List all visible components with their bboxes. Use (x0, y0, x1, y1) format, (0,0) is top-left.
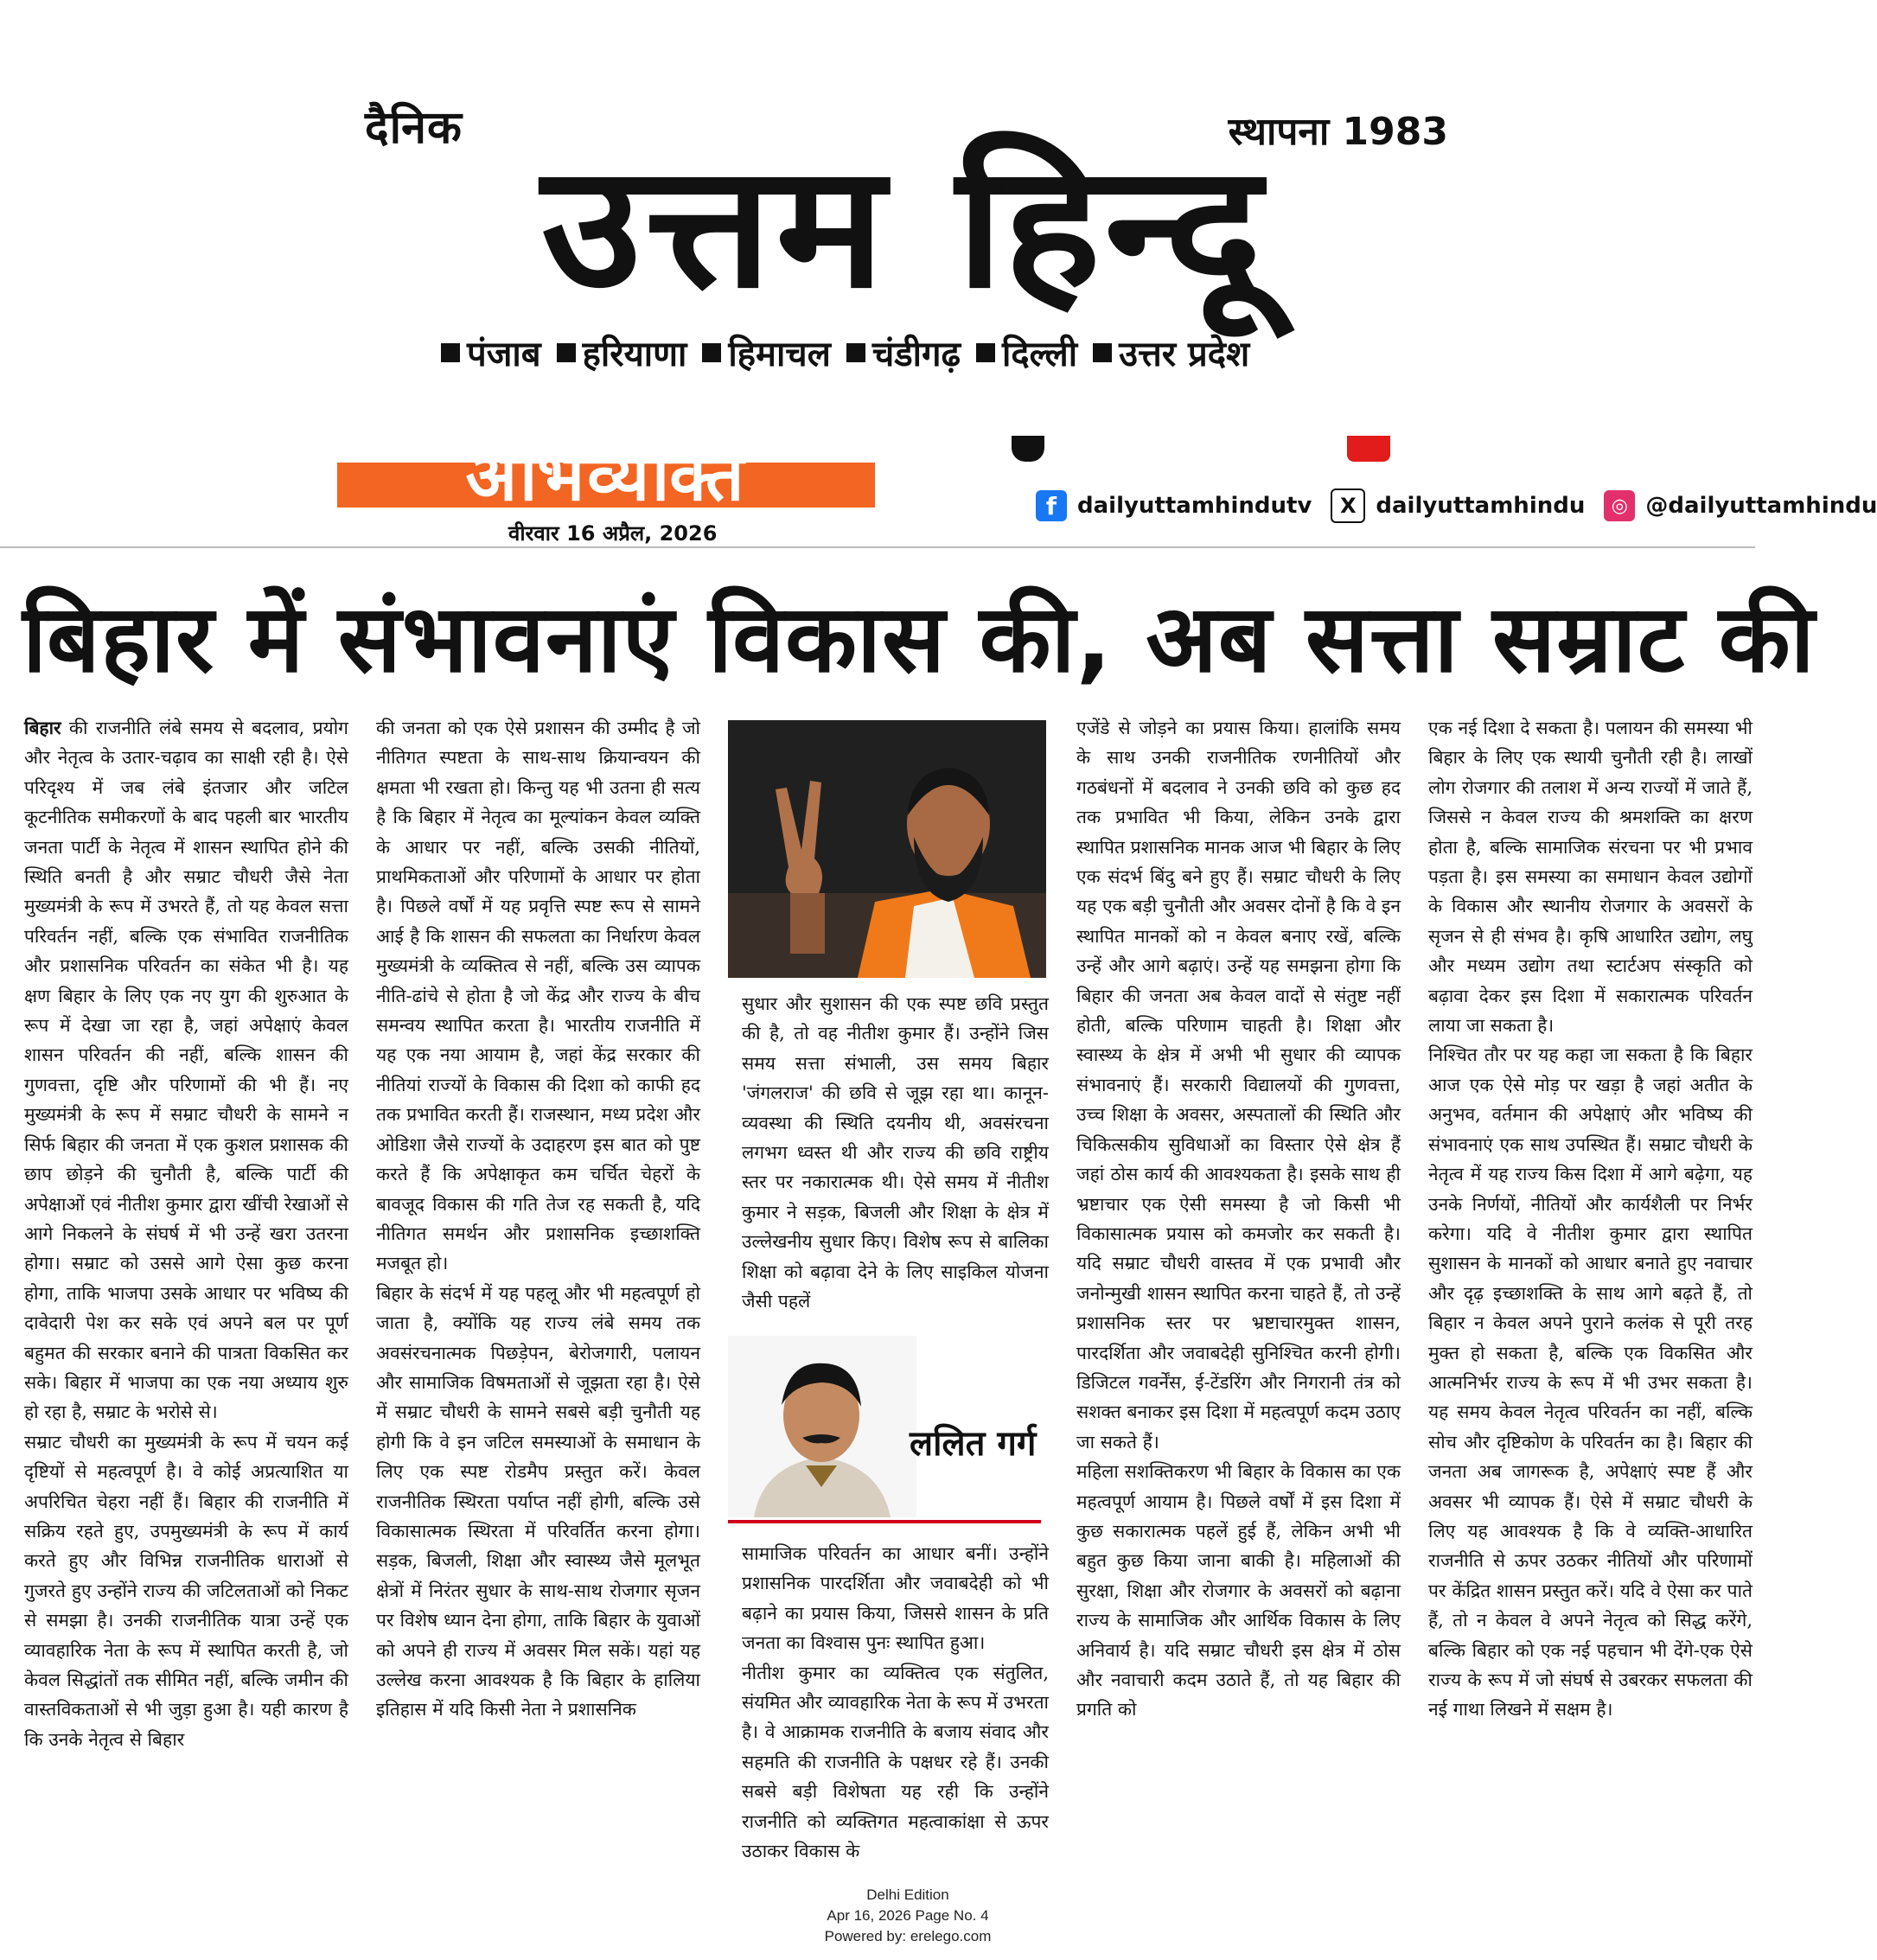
state-item: पंजाब (441, 329, 541, 376)
masthead-prefix: दैनिक (365, 102, 463, 154)
state-item: दिल्ली (976, 329, 1077, 376)
paragraph: एजेंडे से जोड़ने का प्रयास किया। हालांकि समय के साथ उनकी राजनीतिक रणनीतियों और गठबंधनों में बदलाव ने उनकी छवि को कुछ हद तक प्रभावित भी किया, लेकिन उनके द्वारा स्थापित प्रशासनिक मानक आज भी बिहार के लिए एक संदर्भ बिंदु बने हुए हैं। सम्राट चौधरी के लिए यह एक बड़ी चुनौती और अवसर दोनों है कि वे इन स्थापित मानकों को न केवल बनाए रखें, बल्कि उन्हें और आगे बढ़ाएं। उन्हें यह समझना होगा कि बिहार की जनता अब केवल वादों से संतुष्ट नहीं होती, बल्कि परिणाम चाहती है। शिक्षा और स्वास्थ्य के क्षेत्र में अभी भी सुधार की व्यापक संभावनाएं हैं। सरकारी विद्यालयों की गुणवत्ता, उच्च शिक्षा के अवसर, अस्पतालों की स्थिति और चिकित्सकीय सुविधाओं का विस्तार ऐसे क्षेत्र हैं जहां ठोस कार्य की आवश्यकता है। इसके साथ ही भ्रष्टाचार एक ऐसी समस्या है जो किसी भी विकासात्मक प्रयास को कमजोर कर सकती है। यदि सम्राट चौधरी वास्तव में एक प्रभावी और जनोन्मुखी शासन स्थापित करना चाहते हैं, तो उन्हें प्रशासनिक स्तर पर भ्रष्टाचारमुक्त शासन, पारदर्शिता और जवाबदेही सुनिश्चित करनी होगी। डिजिटल गवर्नेंस, ई-टेंडरिंग और निगरानी तंत्र को सशक्त बनाकर इस दिशा में महत्वपूर्ण कदम उठाए जा सकते हैं। (1076, 718, 1401, 1452)
paragraph: की जनता को एक ऐसे प्रशासन की उम्मीद है जो नीतिगत स्पष्टता के साथ-साथ क्रियान्वयन की क्षमता भी रखता हो। किन्तु यह भी उतना ही सत्य है कि बिहार में नेतृत्व का मूल्यांकन केवल व्यक्ति के आधार पर नहीं, बल्कि उसकी नीतियों, प्राथमिकताओं और परिणामों के आधार पर होता है। पिछले वर्षों में यह प्रवृत्ति स्पष्ट रूप से सामने आई है कि शासन की सफलता का निर्धारण केवल मुख्यमंत्री के व्यक्तित्व से नहीं, बल्कि उस व्यापक नीति-ढांचे से होता है जो केंद्र और राज्य के बीच समन्वय स्थापित करता है। भारतीय राजनीति में यह एक नया आयाम है, जहां केंद्र सरकार की नीतियां राज्यों के विकास की दिशा को काफी हद तक प्रभावित करती हैं। राजस्थान, मध्य प्रदेश और ओडिशा जैसे राज्यों के उदाहरण इस बात को पुष्ट करते हैं कि अपेक्षाकृत कम चर्चित चेहरों के बावजूद विकास की गति तेज रह सकती है, यदि नीतिगत समर्थन और प्रशासनिक इच्छाशक्ति मजबूत हो। (376, 718, 700, 1274)
paragraph: सम्राट चौधरी का मुख्यमंत्री के रूप में चयन कई दृष्टियों से महत्वपूर्ण है। वे कोई अप्रत्याशित या अपरिचित चेहरा नहीं हैं। बिहार की राजनीति में सक्रिय रहते हुए, उपमुख्यमंत्री के रूप में कार्य करते हुए और विभिन्न राजनीतिक धाराओं से गुजरते हुए उन्होंने राज्य की जटिलताओं को निकट से समझा है। उनकी राजनीतिक यात्रा उन्हें एक व्यावहारिक नेता के रूप में स्थापित करती है, जो केवल सिद्धांतों तक सीमित नहीं, बल्कि जमीन की वास्तविकताओं से भी जुड़ा हुआ है। यही कारण है कि उनके नेतृत्व से बिहार (24, 1431, 348, 1750)
paragraph: एक नई दिशा दे सकता है। पलायन की समस्या भी बिहार के लिए एक स्थायी चुनौती रही है। लाखों लोग रोजगार की तलाश में अन्य राज्यों में जाते हैं, जिससे न केवल राज्य की श्रमशक्ति का क्षरण होता है, बल्कि सामाजिक संरचना पर भी प्रभाव पड़ता है। इस समस्या का समाधान केवल उद्योगों के विकास और स्थानीय रोजगार के अवसरों के सृजन से ही संभव है। कृषि आधारित उद्योग, लघु और मध्यम उद्योग तथा स्टार्टअप संस्कृति को बढ़ावा देकर इस दिशा में सकारात्मक परिवर्तन लाया जा सकता है। (1428, 718, 1753, 1037)
x-handle[interactable]: dailyuttamhindu (1376, 493, 1586, 519)
paragraph: बिहार की राजनीति लंबे समय से बदलाव, प्रयोग और नेतृत्व के उतार-चढ़ाव का साक्षी रही है। ऐसे परिदृश्य में जब लंबे इंतजार और जटिल कूटनीतिक समीकरणों के बाद पहली बार भारतीय जनता पार्टी के नेतृत्व में शासन स्थापित होने की स्थिति बनती है और सम्राट चौधरी जैसे नेता मुख्यमंत्री के रूप में उभरते हैं, तो यह केवल सत्ता परिवर्तन नहीं, बल्कि एक संभावित राजनीतिक और प्रशासनिक परिवर्तन का संकेत भी है। यह क्षण बिहार के लिए एक नए युग की शुरुआत के रूप में देखा जा रहा है, जहां अपेक्षाएं केवल शासन परिवर्तन की नहीं, बल्कि शासन की गुणवत्ता, दृष्टि और परिणामों की भी हैं। नए मुख्यमंत्री के रूप में सम्राट चौधरी के सामने न सिर्फ बिहार की जनता में एक कुशल प्रशासक की छाप छोड़ने की चुनौती है, बल्कि पार्टी की अपेक्षाओं एवं नीतीश कुमार द्वारा खींची रेखाओं से आगे निकलने के संघर्ष में भी उन्हें खरा उतरना होगा। सम्राट को उससे आगे ऐसा कुछ करना होगा, ताकि भाजपा उसके आधार पर भविष्य की दावेदारी पेश कर सके एवं अपने बल पर पूर्ण बहुमत की सरकार बनाने की पात्रता विकसित कर सके। बिहार में भाजपा का एक नया अध्याय शुरु हो रहा है, सम्राट के भरोसे से। (24, 718, 348, 1423)
article-column-5 (1428, 713, 1753, 1725)
youtube-icon (1347, 436, 1390, 462)
author-name: ललित गर्ग (910, 1424, 1037, 1464)
article-column-3-bottom (742, 1539, 1049, 1866)
paragraph: सामाजिक परिवर्तन का आधार बनीं। उन्होंने प्रशासनिक पारदर्शिता और जवाबदेही को भी बढ़ाने का प्रयास किया, जिससे शासन के प्रति जनता का विश्वास पुनः स्थापित हुआ। (742, 1543, 1049, 1654)
paragraph: सुधार और सुशासन की एक स्पष्ट छवि प्रस्तुत की है, तो वह नीतीश कुमार हैं। उन्होंने जिस समय सत्ता संभाली, उस समय बिहार 'जंगलराज' की छवि से जूझ रहा था। कानून-व्यवस्था की स्थिति दयनीय थी, अवसंरचना लगभग ध्वस्त थी और राज्य की छवि राष्ट्रीय स्तर पर नकारात्मक थी। ऐसे समय में नीतीश कुमार ने सड़क, बिजली और शिक्षा के क्षेत्र में उल्लेखनीय सुधार किए। विशेष रूप से बालिका शिक्षा को बढ़ावा देने के लिए साइकिल योजना जैसी पहलें (742, 993, 1049, 1312)
paragraph: महिला सशक्तिकरण भी बिहार के विकास का एक महत्वपूर्ण आयाम है। पिछले वर्षों में इस दिशा में कुछ सकारात्मक पहलें हुई हैं, लेकिन अभी भी बहुत कुछ किया जाना बाकी है। महिलाओं की सुरक्षा, शिक्षा और रोजगार के अवसरों को बढ़ाना राज्य के सामाजिक और आर्थिक विकास के लिए अनिवार्य है। यदि सम्राट चौधरी इस क्षेत्र में ठोस और नवाचारी कदम उठाते हैं, तो यह बिहार की प्रगति को (1076, 1461, 1401, 1721)
politician-photo-illustration (728, 720, 1046, 978)
paragraph: नीतीश कुमार का व्यक्तित्व एक संतुलित, संयमित और व्यावहारिक नेता के रूप में उभरता है। वे आक्रामक राजनीति के बजाय संवाद और सहमति की राजनीति के पक्षधर रहे हैं। उनकी सबसे बड़ी विशेषता यह रही कि उन्होंने राजनीति को व्यक्तिगत महत्वाकांक्षा से ऊपर उठाकर विकास के (742, 1662, 1049, 1862)
lead-word: बिहार (24, 718, 61, 738)
paragraph: बिहार के संदर्भ में यह पहलू और भी महत्वपूर्ण हो जाता है, क्योंकि यह राज्य लंबे समय तक अवसंरचनात्मक पिछड़ेपन, बेरोजगारी, पलायन और सामाजिक विषमताओं से जूझता रहा है। ऐसे में सम्राट चौधरी के सामने सबसे बड़ी चुनौती यह होगी कि वे इन जटिल समस्याओं के समाधान के लिए एक स्पष्ट रोडमैप प्रस्तुत करें। केवल राजनीतिक स्थिरता पर्याप्त नहीं होगी, बल्कि उसे विकासात्मक स्थिरता में परिवर्तित करना होगा। सड़क, बिजली, शिक्षा और स्वास्थ्य जैसे मूलभूत क्षेत्रों में निरंतर सुधार के साथ-साथ रोजगार सृजन पर विशेष ध्यान देना होगा, ताकि बिहार के युवाओं को अपने ही राज्य में अवसर मिल सकें। यहां यह उल्लेख करना आवश्यक है कि बिहार के हालिया इतिहास में यदि किसी नेता ने प्रशासनिक (376, 1282, 700, 1721)
article-headline: बिहार में संभावनाएं विकास की, अब सत्ता सम्राट की (22, 585, 1816, 693)
square-bullet-icon (1093, 343, 1112, 362)
square-bullet-icon (976, 343, 995, 362)
article-column-1 (24, 713, 348, 1754)
newspaper-title: उत्तम हिन्दू (541, 129, 1266, 326)
state-item: चंडीगढ़ (846, 329, 961, 376)
state-item: हिमाचल (702, 329, 830, 376)
state-list (441, 329, 1249, 376)
edition-date: वीरवार 16 अप्रैल, 2026 (508, 521, 718, 546)
instagram-handle[interactable]: @dailyuttamhindu (1645, 493, 1877, 519)
state-item: हरियाणा (557, 329, 687, 376)
footer-date-page: Apr 16, 2026 Page No. 4 (827, 1907, 989, 1924)
footer-edition: Delhi Edition (866, 1887, 949, 1903)
masthead (320, 95, 1487, 380)
section-banner (337, 438, 875, 516)
paragraph: निश्चित तौर पर यह कहा जा सकता है कि बिहार आज एक ऐसे मोड़ पर खड़ा है जहां अतीत के अनुभव, वर्तमान की अपेक्षाएं और भविष्य की संभावनाएं एक साथ उपस्थित हैं। सम्राट चौधरी के नेतृत्व में यह राज्य किस दिशा में आगे बढ़ेगा, यह उनके निर्णयों, नीतियों और कार्यशैली पर निर्भर करेगा। यदि वे नीतीश कुमार द्वारा स्थापित सुशासन के मानकों को आधार बनाते हुए नवाचार और दृढ़ इच्छाशक्ति के साथ आगे बढ़ते हैं, तो बिहार न केवल अपने पुराने कलंक से पूरी तरह मुक्त हो सकता है, बल्कि एक विकसित और आत्मनिर्भर राज्य के रूप में भी उभर सकता है। यह समय केवल नेतृत्व परिवर्तन का नहीं, बल्कि सोच और दृष्टिकोण के परिवर्तन का है। बिहार की जनता अब जागरूक है, अपेक्षाएं स्पष्ट हैं और अवसर भी व्यापक हैं। ऐसे में सम्राट चौधरी के लिए यह आवश्यक है कि वे व्यक्ति-आधारित राजनीति से ऊपर उठकर नीतियों और परिणामों पर केंद्रित शासन प्रस्तुत करें। यदि वे ऐसा कर पाते हैं, तो न केवल वे अपने नेतृत्व को सिद्ध करेंगे, बल्कि बिहार को एक नई पहचान भी देंगे-एक ऐसे राज्य के रूप में जो संघर्ष से उबरकर सफलता की नई गाथा लिखने में सक्षम है। (1428, 1044, 1753, 1721)
established-year: स्थापना 1983 (1228, 110, 1448, 154)
author-photo (728, 1336, 916, 1517)
facebook-icon: f (1036, 490, 1067, 521)
section-label: अभिव्यक्ति (465, 438, 747, 516)
cropped-icons (1012, 436, 1395, 462)
article-column-3-top (742, 989, 1049, 1316)
square-bullet-icon (846, 343, 865, 362)
square-bullet-icon (441, 343, 460, 362)
whatsapp-icon (1012, 436, 1044, 462)
facebook-handle[interactable]: dailyuttamhindutv (1077, 493, 1312, 519)
social-strip-cropped (1012, 448, 1755, 472)
header-divider (0, 546, 1755, 548)
footer-powered-by[interactable]: Powered by: erelego.com (824, 1928, 992, 1944)
article-column-4 (1076, 713, 1401, 1725)
author-divider (728, 1520, 1041, 1523)
x-icon: X (1331, 488, 1365, 523)
article-column-2 (376, 713, 700, 1725)
square-bullet-icon (557, 343, 576, 362)
instagram-icon: ◎ (1604, 490, 1635, 521)
square-bullet-icon (702, 343, 721, 362)
politician-photo (728, 720, 1046, 978)
state-item: उत्तर प्रदेश (1093, 329, 1249, 376)
author-photo-illustration (728, 1336, 916, 1517)
social-links (1036, 488, 1877, 523)
